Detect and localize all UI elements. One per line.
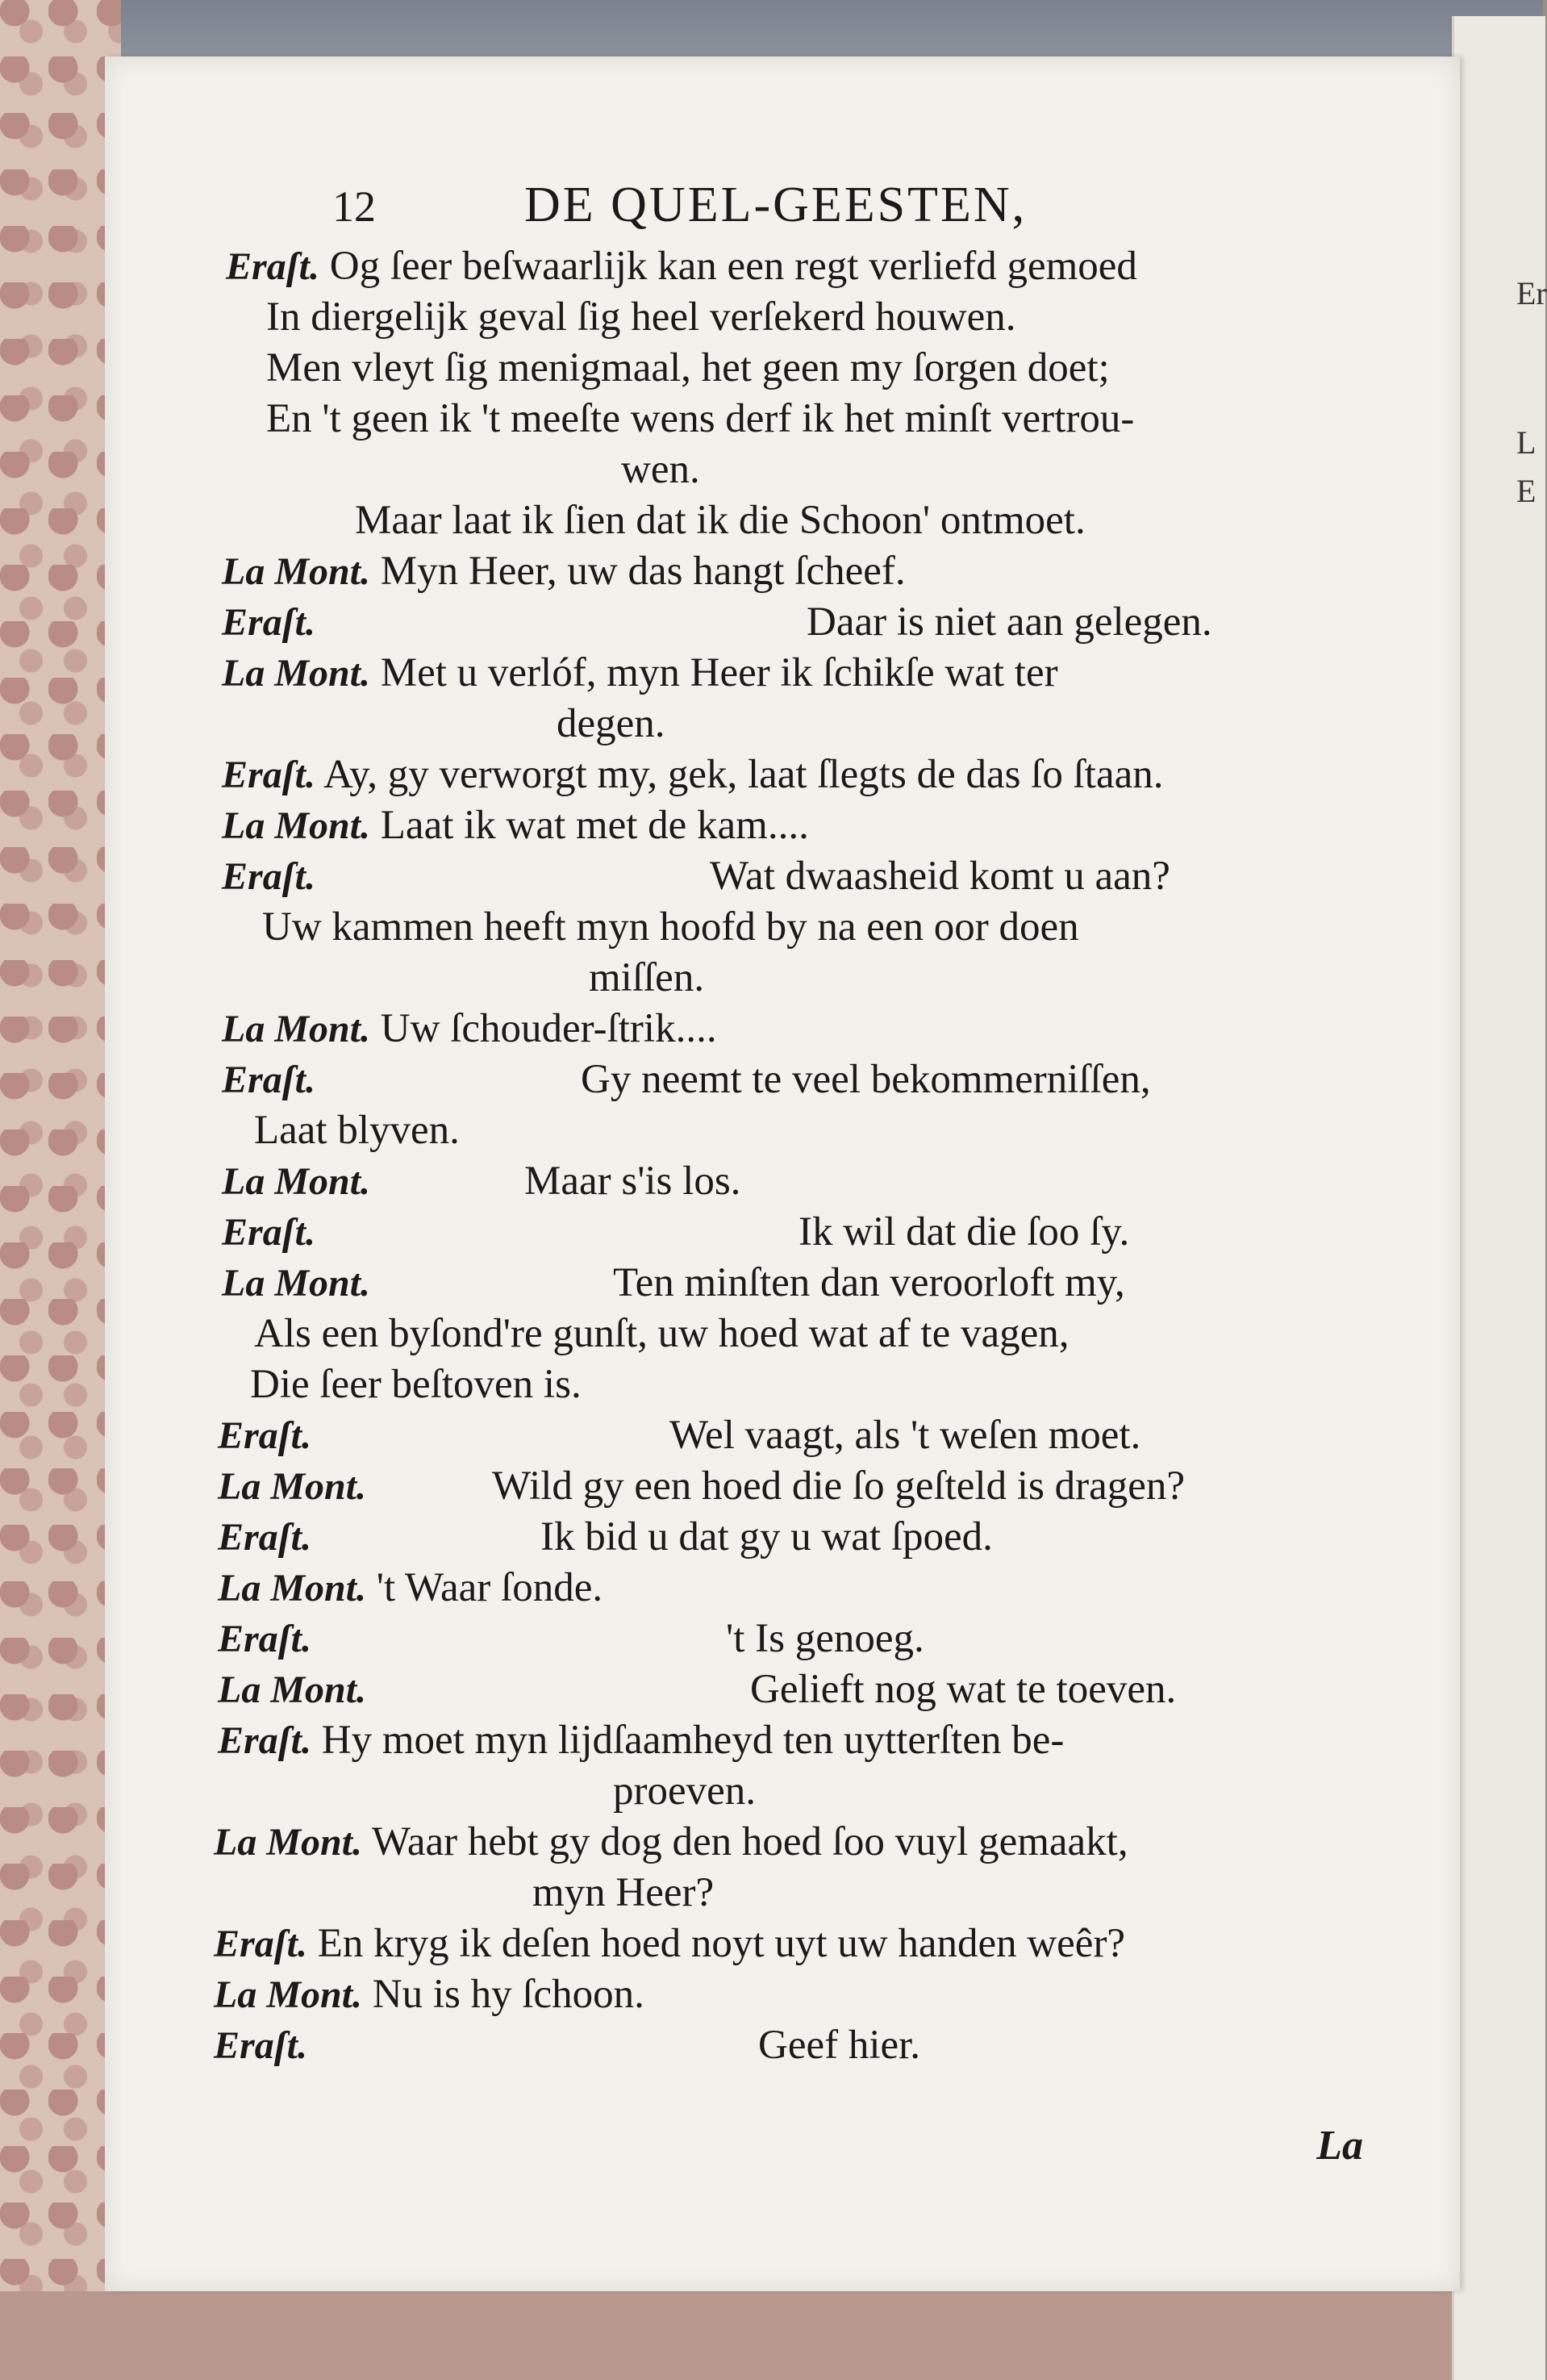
line-segment [222,546,906,597]
line-segment [222,1156,370,1207]
line-text: Geef hier. [758,2023,921,2068]
speaker-name: Eraſt. [218,1414,312,1457]
line-segment [532,1868,714,1919]
dialogue-line [218,495,1444,546]
line-segment [218,1461,366,1512]
speaker-name: Eraſt. [226,245,320,288]
line-segment [254,1309,1070,1359]
background-top [0,0,1543,65]
dialogue-line [218,1207,1444,1258]
line-segment [214,1817,1128,1868]
dialogue-line [218,1309,1444,1359]
dialogue-line [218,1156,1444,1207]
background-fabric [0,0,121,2380]
page-text [214,177,1444,2071]
line-segment [540,1512,993,1563]
dialogue-line [218,648,1444,699]
line-text: Maar laat ik ſien dat ik die Schoon' ontmoet. [355,498,1086,543]
line-segment [621,445,700,495]
dialogue-line [218,1359,1444,1410]
dialogue-line [218,1563,1444,1614]
dialogue-line [218,699,1444,749]
dialogue-line [218,1512,1444,1563]
facing-page-glyph: L [1516,424,1537,461]
speaker-name: Eraſt. [214,2024,308,2067]
line-segment [214,1919,1125,1969]
line-segment [222,851,315,902]
line-text: Daar is niet aan gelegen. [807,599,1212,645]
speaker-name: Eraſt. [222,754,316,796]
line-segment [218,1614,311,1664]
dialogue-line [214,1969,1444,2020]
line-segment [589,953,704,1004]
line-text: Nu is hy ſchoon. [362,1972,644,2017]
dialogue-line [218,1054,1444,1105]
dialogue-line [218,902,1444,953]
line-segment [222,1054,315,1105]
line-text: Uw kammen heeft myn hoofd by na een oor doen [262,904,1079,950]
line-text: En kryg ik deſen hoed noyt uyt uw handen weêr? [307,1921,1126,1966]
speaker-name: La Mont. [218,1567,367,1610]
line-segment [226,241,1137,292]
line-text: Ik bid u dat gy u wat ſpoed. [540,1514,993,1560]
line-segment [218,1563,603,1614]
line-text: In diergelijk geval ſig heel verſekerd houwen. [266,294,1016,340]
line-segment [726,1614,924,1664]
dialogue-lines [214,241,1444,2071]
line-segment [222,1207,315,1258]
speaker-name: Eraſt. [222,1058,316,1101]
line-segment [222,1004,717,1054]
dialogue-line [218,394,1444,445]
dialogue-line [218,953,1444,1004]
line-segment [222,597,315,648]
speaker-name: Eraſt. [218,1618,312,1660]
line-segment [254,1105,460,1156]
line-text: Wild gy een hoed die ſo geſteld is dragen? [492,1463,1186,1509]
line-segment [613,1766,756,1817]
line-text: miſſen. [589,955,705,1000]
dialogue-line [218,749,1444,800]
line-text: Men vleyt ſig menigmaal, het geen my ſorgen doet; [266,345,1110,390]
facing-page-glyph: Er [1516,275,1547,311]
line-segment [669,1410,1140,1461]
speaker-name: Eraſt. [222,601,316,644]
catchword: La [1316,2123,1363,2169]
line-segment [557,699,665,749]
line-text: Met u verlóf, myn Heer ik ſchikſe wat ter [370,650,1058,695]
speaker-name: La Mont. [222,1008,371,1050]
line-segment [750,1664,1176,1715]
line-segment [492,1461,1185,1512]
dialogue-line [218,1766,1444,1817]
page-number: 12 [332,182,376,231]
speaker-name: La Mont. [222,1262,371,1305]
line-text: Ay, gy verworgt my, gek, laat ſlegts de das ſo ſtaan. [315,752,1164,797]
line-segment [266,292,1015,343]
line-segment [807,597,1212,648]
line-text: Laat blyven. [254,1108,460,1153]
dialogue-line [218,445,1444,495]
dialogue-line [218,851,1444,902]
line-segment [218,1410,311,1461]
line-segment [581,1054,1151,1105]
dialogue-line [218,1004,1444,1054]
dialogue-line [218,343,1444,394]
line-segment [218,1715,1064,1766]
line-segment [222,800,809,851]
line-segment [222,1258,370,1309]
dialogue-line [218,1105,1444,1156]
line-text: Maar s'is los. [524,1159,741,1204]
line-segment [214,2020,307,2071]
line-segment [799,1207,1129,1258]
dialogue-line [218,1715,1444,1766]
speaker-name: La Mont. [222,652,371,695]
background-bottom [0,2291,1543,2380]
line-text: Wat dwaasheid komt u aan? [710,854,1170,899]
dialogue-line [214,1919,1444,1969]
dialogue-line [218,241,1444,292]
line-text: Laat ik wat met de kam.... [370,803,809,848]
dialogue-line [218,546,1444,597]
line-segment [218,1512,311,1563]
line-text: Gy neemt te veel bekommerniſſen, [581,1057,1151,1102]
dialogue-line [214,1817,1444,1868]
facing-page-glyph: E [1516,473,1537,509]
speaker-name: La Mont. [214,1821,363,1864]
book-page [105,56,1460,2291]
line-text: Gelieft nog wat te toeven. [750,1667,1177,1712]
speaker-name: La Mont. [222,1160,371,1203]
line-text: Og ſeer beſwaarlijk kan een regt verliefd gemoed [319,244,1137,289]
line-text: Die ſeer beſtoven is. [250,1362,582,1407]
speaker-name: Eraſt. [218,1516,312,1559]
dialogue-line [218,1410,1444,1461]
speaker-name: La Mont. [214,1973,363,2016]
dialogue-line [218,1664,1444,1715]
running-title: DE QUEL-GEESTEN, [524,177,1028,232]
speaker-name: La Mont. [218,1465,367,1508]
line-segment [218,1664,366,1715]
line-text: Myn Heer, uw das hangt ſcheef. [370,549,906,594]
line-text: Ten minſten dan veroorloft my, [613,1260,1125,1305]
dialogue-line [214,2020,1444,2071]
speaker-name: Eraſt. [214,1923,308,1965]
line-text: Wel vaagt, als 't weſen moet. [669,1413,1141,1458]
dialogue-line [218,1461,1444,1512]
line-text: Uw ſchouder-ſtrik.... [370,1006,717,1051]
line-segment [250,1359,582,1410]
line-text: degen. [557,701,665,746]
line-text: Waar hebt gy dog den hoed ſoo vuyl gemaakt, [362,1819,1128,1864]
line-segment [222,648,1058,699]
line-text: Als een byſond're gunſt, uw hoed wat af te vagen, [254,1311,1070,1356]
line-segment [613,1258,1125,1309]
speaker-name: La Mont. [222,550,371,593]
dialogue-line [218,597,1444,648]
dialogue-line [218,1868,1444,1919]
speaker-name: La Mont. [218,1668,367,1711]
line-segment [222,749,1163,800]
speaker-name: Eraſt. [222,1211,316,1254]
line-text: 't Is genoeg. [726,1616,924,1661]
line-segment [758,2020,920,2071]
line-text: 't Waar ſonde. [366,1565,603,1610]
line-text: proeven. [613,1768,757,1814]
line-text: Ik wil dat die ſoo ſy. [799,1209,1130,1255]
line-text: Hy moet myn lijdſaamheyd ten uytterſten be- [311,1718,1065,1763]
speaker-name: Eraſt. [222,855,316,898]
dialogue-line [218,800,1444,851]
line-segment [266,394,1134,445]
speaker-name: Eraſt. [218,1719,312,1762]
line-segment [266,343,1110,394]
line-segment [262,902,1079,953]
line-segment [524,1156,740,1207]
line-segment [355,495,1086,546]
dialogue-line [218,1614,1444,1664]
dialogue-line [218,292,1444,343]
facing-page [1452,16,1545,2380]
line-text: En 't geen ik 't meeſte wens derf ik het minſt vertrou- [266,396,1135,441]
dialogue-line [218,1258,1444,1309]
line-segment [214,1969,644,2020]
line-text: myn Heer? [532,1870,715,1915]
page-header [218,177,1444,241]
line-text: wen. [621,447,700,492]
line-segment [710,851,1170,902]
speaker-name: La Mont. [222,804,371,847]
